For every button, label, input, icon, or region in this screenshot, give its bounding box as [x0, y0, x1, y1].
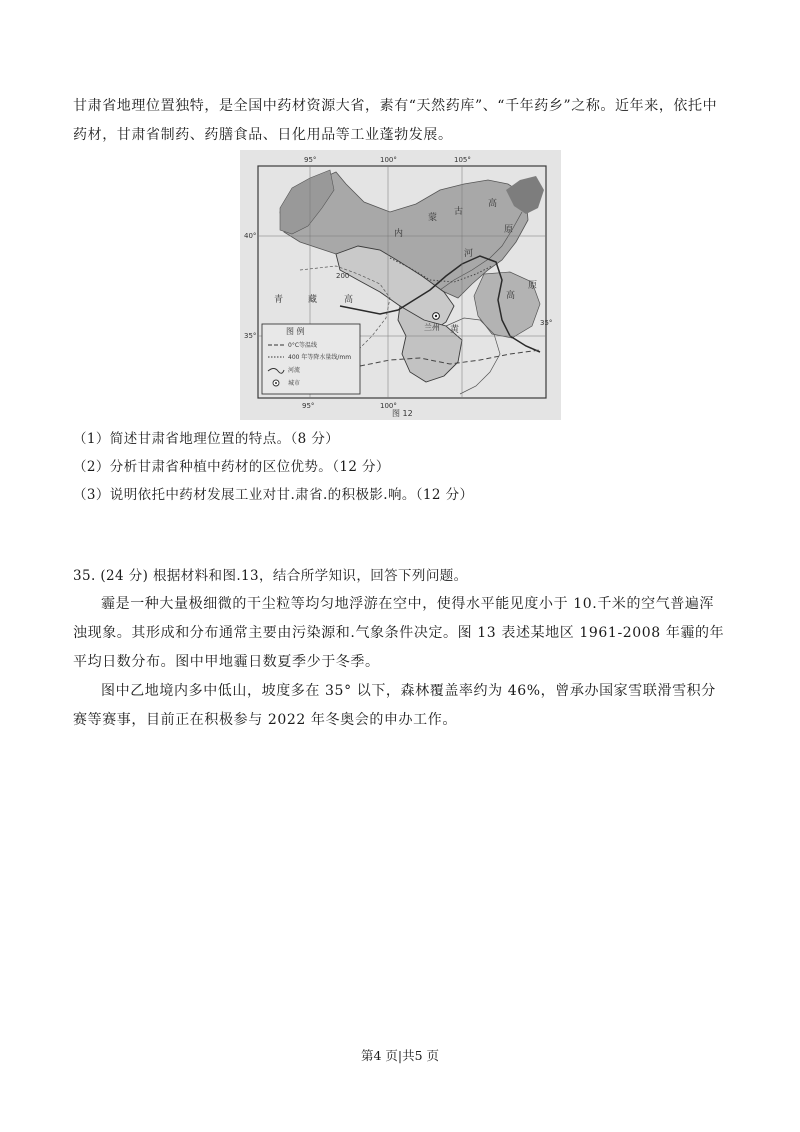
legend-item-city: 城市	[288, 380, 301, 387]
label-gao: 高	[488, 199, 498, 209]
legend-item-isohyet: 400 年等降水量线/mm	[288, 354, 352, 361]
legend-city-dot	[275, 382, 277, 384]
question-1: （1）简述甘肃省地理位置的特点。（8 分）	[73, 431, 340, 447]
legend-item-isotherm: 0°C等温线	[288, 342, 318, 349]
page-footer: 第4 页|共5 页	[360, 1048, 440, 1063]
figure-caption: 图 12	[392, 409, 413, 418]
question-35-paragraph-2: 图中乙地境内多中低山，坡度多在 35° 以下，森林覆盖率约为 46%，曾承办国家雪联滑雪积分赛等赛事，目前正在积极参与 2022 年冬奥会的申办工作。	[73, 683, 716, 728]
figure-12-map	[240, 150, 561, 420]
lat-35-right: 35°	[540, 319, 553, 327]
intro-paragraph: 甘肃省地理位置独特，是全国中药材资源大省，素有“天然药库”、“千年药乡”之称。近年来，依托中药材，甘肃省制药、药膳食品、日化用品等工业蓬勃发展。	[73, 98, 718, 143]
label-gao-e: 高	[506, 291, 516, 301]
lon-100-top: 100°	[380, 156, 397, 164]
question-35-paragraph-1: 霾是一种大量极细微的干尘粒等均匀地浮游在空中，使得水平能见度小于 10.千米的空气普遍浑浊现象。其形成和分布通常主要由污染源和.气象条件决定。图 13 表述某地区 1961-2008 年霾的年平均日数分布。图中甲地霾日数夏季少于冬季。	[73, 596, 725, 670]
label-zang: 藏	[308, 295, 318, 305]
label-lanzhou: 兰州	[424, 323, 440, 332]
lon-100-bottom: 100°	[380, 402, 397, 410]
label-qing: 青	[274, 295, 284, 305]
lat-35-left: 35°	[244, 332, 257, 340]
question-35-header: 35. (24 分) 根据材料和图.13，结合所学知识，回答下列问题。	[73, 568, 468, 584]
label-gu: 古	[454, 207, 464, 217]
contour-label-200: 200	[336, 272, 350, 280]
label-huang: 黄	[450, 325, 460, 335]
lon-95-bottom: 95°	[302, 402, 315, 410]
legend-title: 图 例	[286, 327, 305, 336]
lat-40-left: 40°	[244, 232, 257, 240]
question-2: （2）分析甘肃省种植中药材的区位优势。（12 分）	[73, 459, 390, 475]
lanzhou-city-dot	[435, 315, 437, 317]
label-nei: 内	[394, 229, 404, 239]
label-yuan-e: 原	[528, 281, 538, 291]
label-meng: 蒙	[428, 213, 438, 223]
lon-95-top: 95°	[304, 156, 317, 164]
label-gao2: 高	[344, 295, 354, 305]
label-he: 河	[464, 249, 474, 259]
question-3: （3）说明依托中药材发展工业对甘.肃省.的积极影.响。（12 分）	[73, 487, 474, 503]
legend-item-river: 河流	[288, 367, 301, 374]
label-yuan-ne: 原	[504, 225, 514, 235]
map-svg	[240, 150, 561, 420]
lon-105-top: 105°	[454, 156, 471, 164]
